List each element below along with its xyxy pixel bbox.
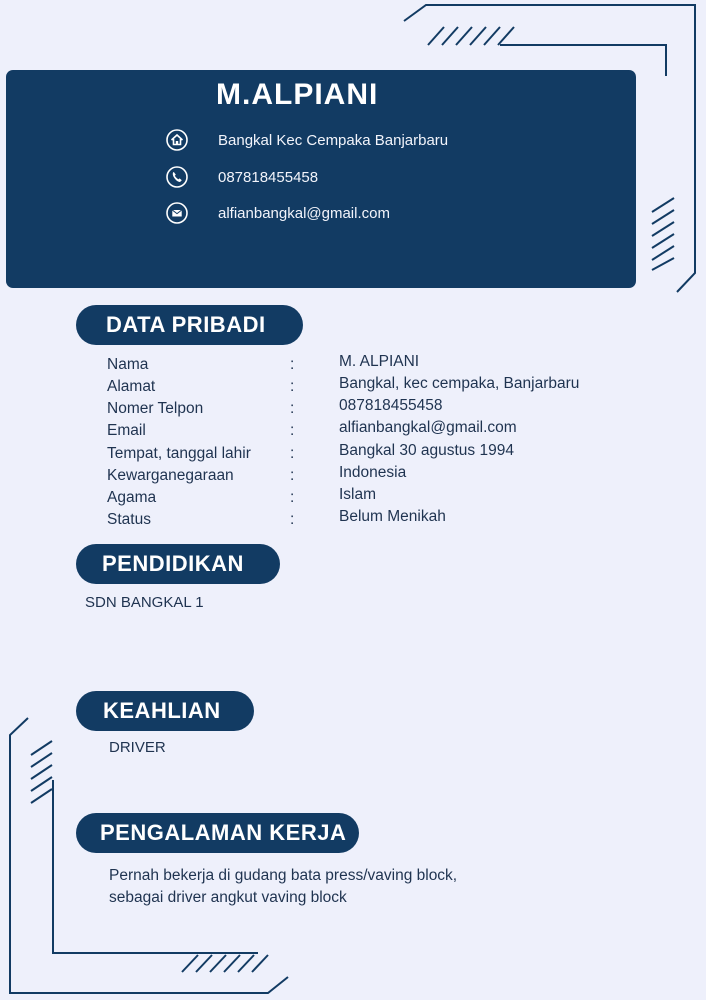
profile-header	[6, 70, 636, 288]
bottom-hatch	[182, 955, 268, 972]
personal-label: Status	[107, 511, 151, 528]
skill-item: DRIVER	[109, 739, 166, 756]
mail-icon	[166, 202, 188, 224]
personal-value: Bangkal 30 agustus 1994	[339, 442, 514, 459]
contact-email	[166, 200, 390, 226]
top-hatch	[428, 27, 514, 45]
personal-value: 087818455458	[339, 397, 443, 414]
contact-address-text: Bangkal Kec Cempaka Banjarbaru	[218, 131, 449, 149]
personal-value: Islam	[339, 486, 377, 503]
left-hatch	[31, 741, 52, 803]
section-title-data-pribadi: DATA PRIBADI	[76, 305, 303, 345]
personal-value: M. ALPIANI	[339, 353, 420, 370]
personal-value: Belum Menikah	[339, 508, 446, 525]
personal-value: Indonesia	[339, 464, 407, 481]
contact-phone	[166, 164, 318, 190]
personal-label: Email	[107, 422, 146, 439]
education-item: SDN BANGKAL 1	[85, 594, 204, 611]
personal-separator: :	[290, 489, 295, 506]
contact-email-text: alfianbangkal@gmail.com	[218, 204, 390, 222]
personal-separator: :	[290, 445, 295, 462]
personal-label: Nomer Telpon	[107, 400, 204, 417]
profile-name: M.ALPIANI	[216, 78, 379, 111]
right-hatch	[652, 198, 674, 270]
personal-separator: :	[290, 400, 295, 417]
section-title-pendidikan: PENDIDIKAN	[76, 544, 280, 584]
personal-label: Agama	[107, 489, 157, 506]
personal-separator: :	[290, 511, 295, 528]
personal-separator: :	[290, 422, 295, 439]
experience-text: Pernah bekerja di gudang bata press/vaving block, sebagai driver angkut vaving block	[109, 867, 458, 906]
personal-separator: :	[290, 356, 295, 373]
personal-label: Kewarganegaraan	[107, 467, 234, 484]
personal-separator: :	[290, 378, 295, 395]
contact-phone-text: 087818455458	[218, 168, 319, 186]
section-title-pengalaman-kerja: PENGALAMAN KERJA	[76, 813, 359, 853]
home-icon	[166, 129, 188, 151]
personal-value: Bangkal, kec cempaka, Banjarbaru	[339, 375, 580, 392]
contact-address	[166, 127, 448, 153]
personal-label: Nama	[107, 356, 149, 373]
section-title-keahlian: KEAHLIAN	[76, 691, 254, 731]
bottom-left-frame-line	[10, 718, 288, 993]
phone-icon	[166, 166, 188, 188]
personal-separator: :	[290, 467, 295, 484]
personal-label: Alamat	[107, 378, 156, 395]
personal-label: Tempat, tanggal lahir	[107, 445, 251, 462]
personal-value: alfianbangkal@gmail.com	[339, 419, 517, 436]
